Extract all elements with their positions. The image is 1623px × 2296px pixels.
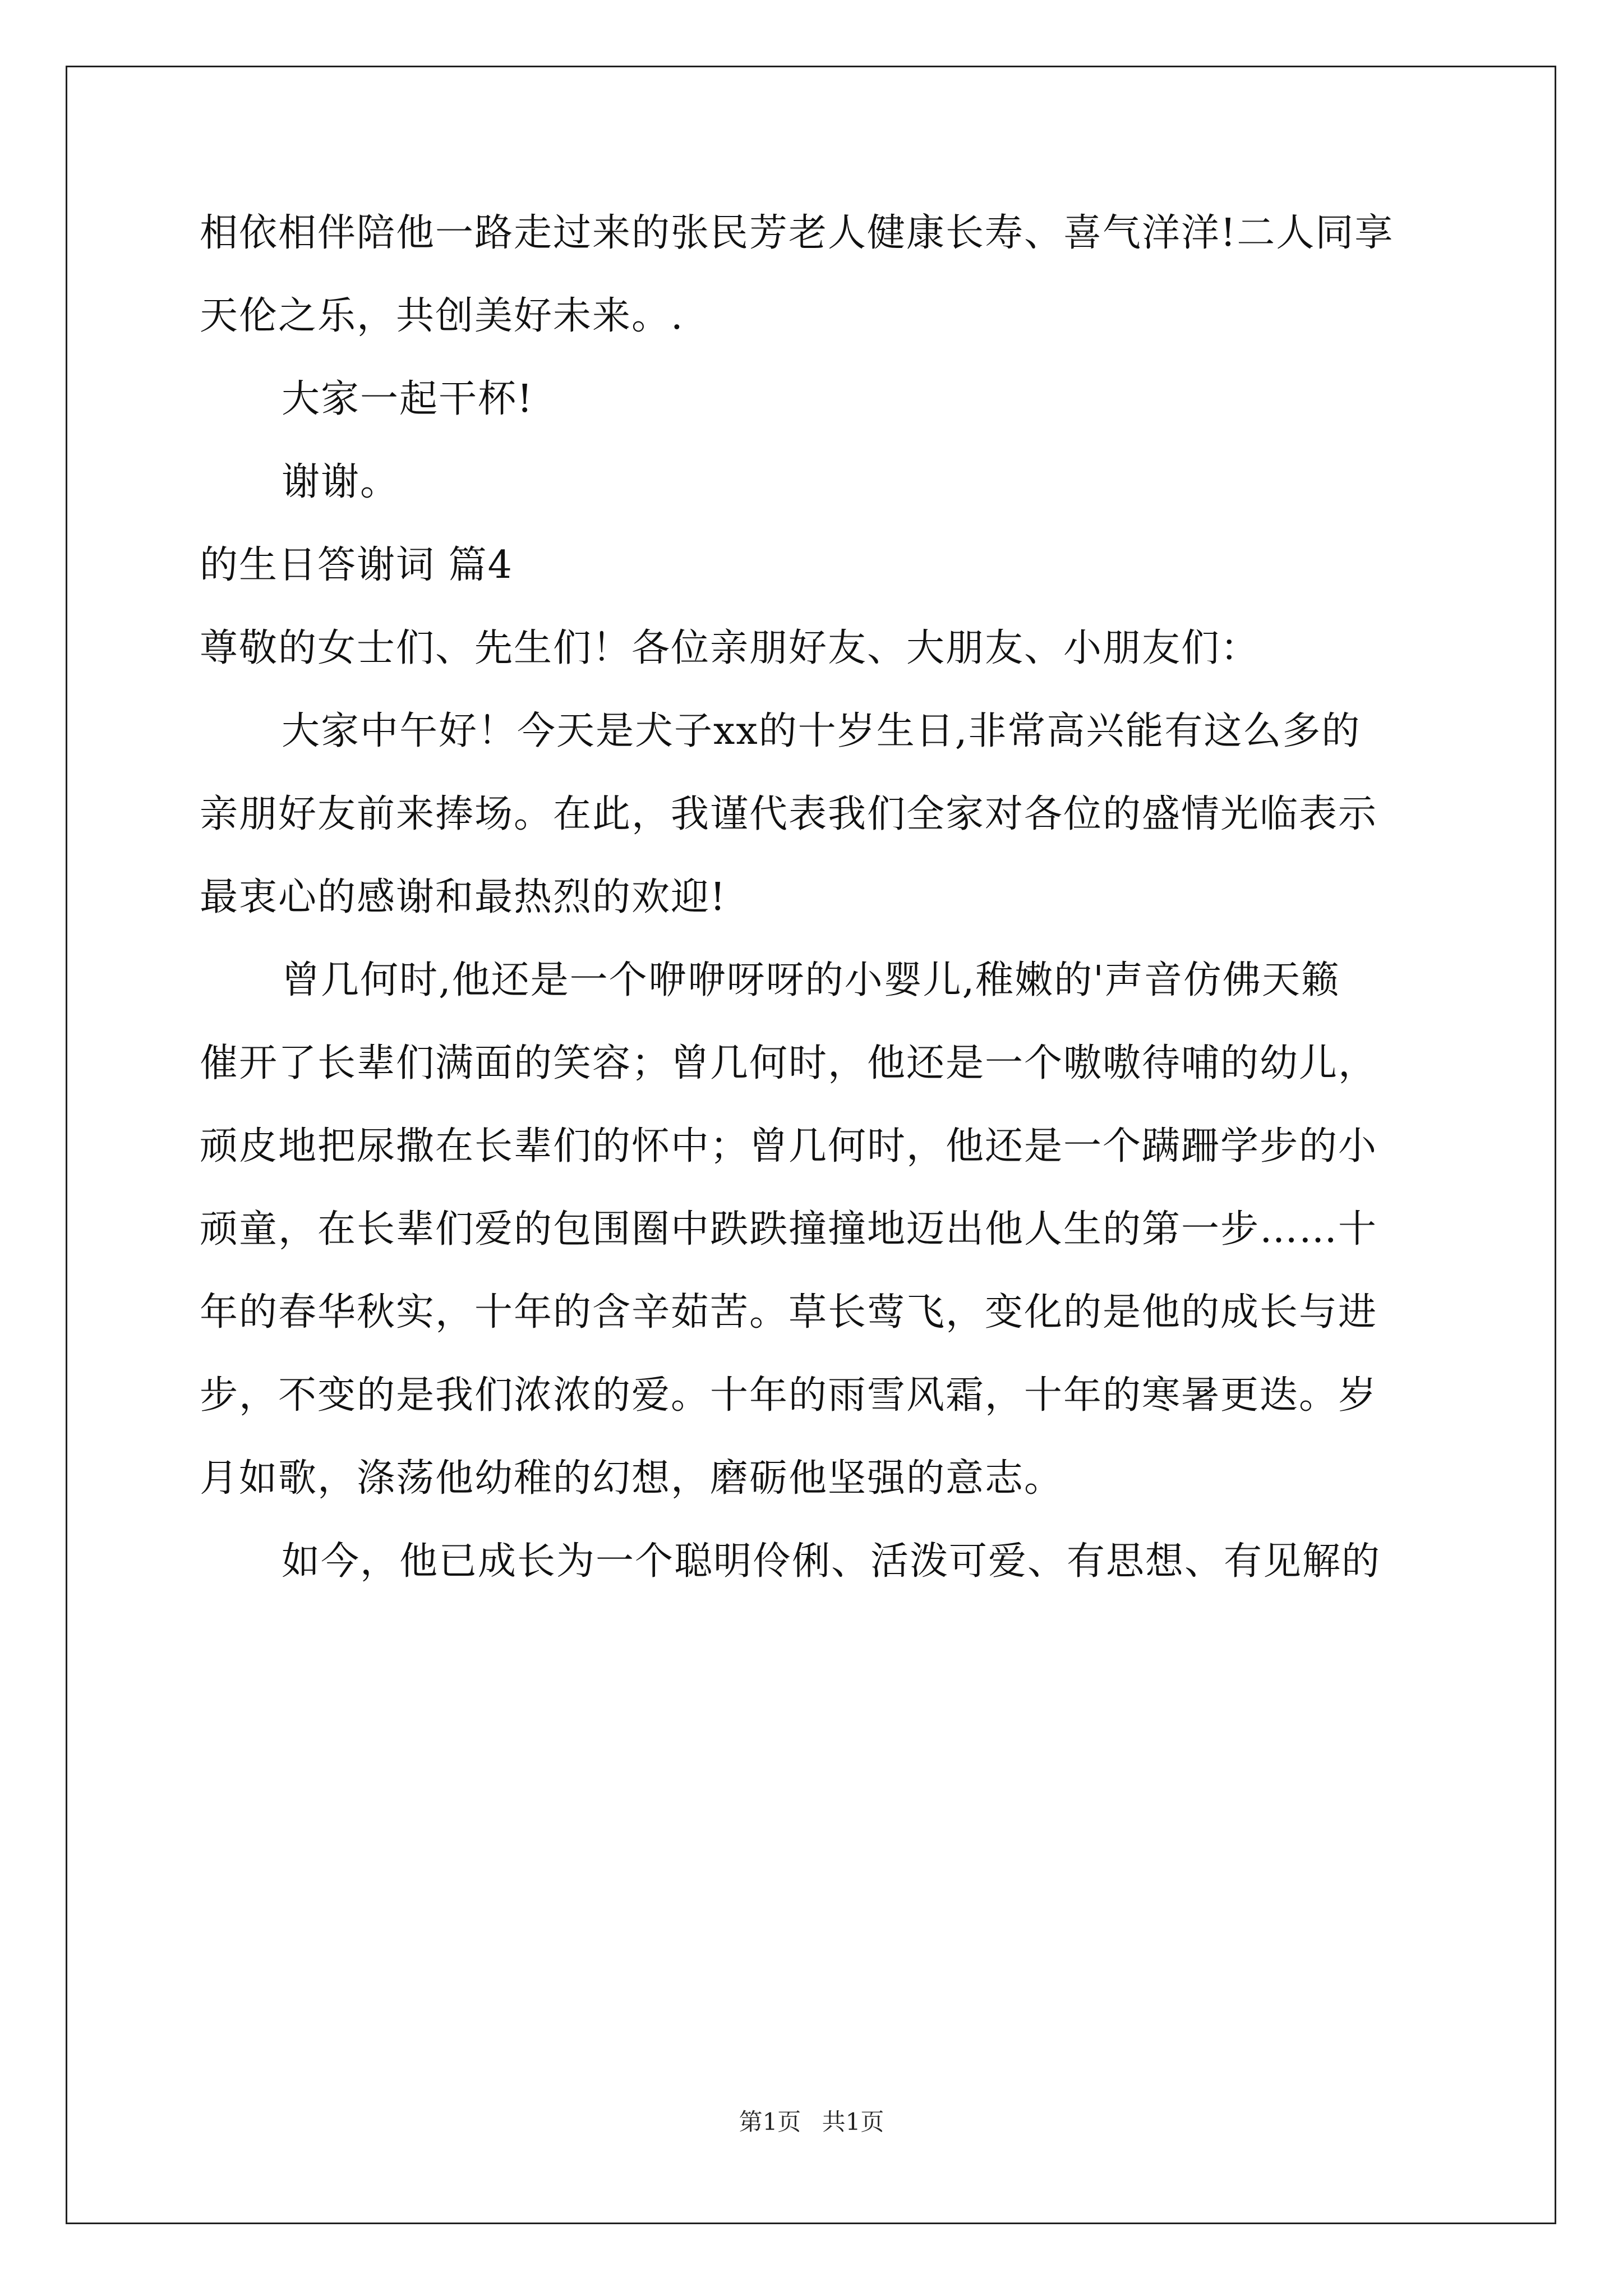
text-line: 曾几何时,他还是一个咿咿呀呀的小婴儿,稚嫩的'声音仿佛天籁	[282, 958, 1340, 1002]
page-footer	[0, 2108, 1623, 2136]
text-line: 年的春华秋实，十年的含辛茹苦。草长莺飞，变化的是他的成长与进	[200, 1290, 1378, 1335]
text-line: 催开了长辈们满面的笑容；曾几何时，他还是一个嗷嗷待哺的幼儿，	[200, 1041, 1378, 1085]
text-line: 天伦之乐，共创美好未来。.	[200, 294, 684, 338]
page-total: 共1页	[822, 2108, 884, 2136]
text-line: 月如歌，涤荡他幼稚的幻想，磨砺他坚强的意志。	[200, 1456, 1064, 1501]
text-line: 大家中午好！今天是犬子xx的十岁生日,非常高兴能有这么多的	[282, 709, 1361, 753]
text-line: 大家一起干杯!	[282, 377, 534, 421]
section-heading: 的生日答谢词 篇4	[200, 543, 513, 587]
text-line: 最衷心的感谢和最热烈的欢迎!	[200, 875, 727, 919]
text-line: 亲朋好友前来捧场。在此，我谨代表我们全家对各位的盛情光临表示	[200, 792, 1378, 836]
page-number: 第1页	[739, 2108, 801, 2136]
text-line: 顽童，在长辈们爱的包围圈中跌跌撞撞地迈出他人生的第一步……十	[200, 1207, 1378, 1251]
text-line: 相依相伴陪他一路走过来的张民芳老人健康长寿、喜气洋洋!二人同享	[200, 211, 1394, 255]
text-line: 步，不变的是我们浓浓的爱。十年的雨雪风霜，十年的寒暑更迭。岁	[200, 1373, 1378, 1418]
text-line: 顽皮地把尿撒在长辈们的怀中；曾几何时，他还是一个蹒跚学步的小	[200, 1124, 1378, 1168]
text-line: 尊敬的女士们、先生们！各位亲朋好友、大朋友、小朋友们：	[200, 626, 1260, 670]
text-line: 如今，他已成长为一个聪明伶俐、活泼可爱、有思想、有见解的	[282, 1539, 1381, 1584]
text-line: 谢谢。	[282, 460, 400, 504]
